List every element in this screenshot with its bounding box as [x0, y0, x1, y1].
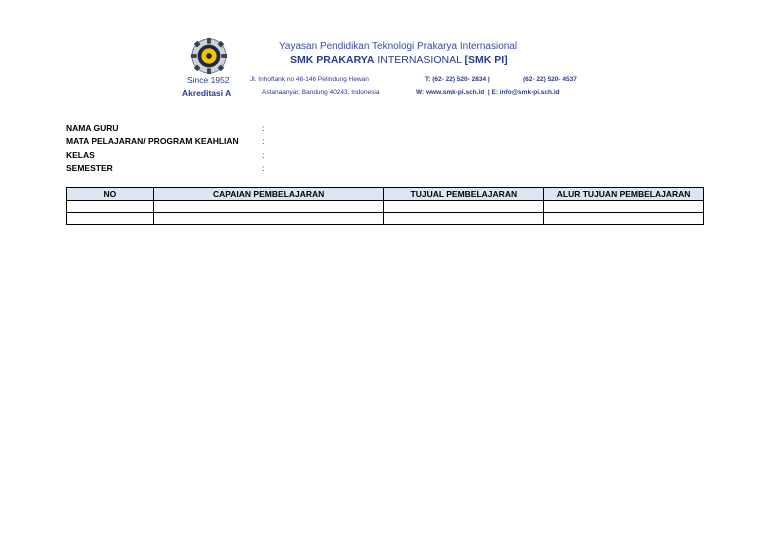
- header-alur: ALUR TUJUAN PEMBELAJARAN: [544, 188, 704, 201]
- school-gear-logo-icon: [190, 37, 228, 75]
- table-header-row: [67, 188, 704, 201]
- since-year: Since 1952: [187, 75, 230, 85]
- table-row: [67, 201, 704, 213]
- table-cell[interactable]: [544, 201, 704, 213]
- info-row-semester: [66, 162, 366, 175]
- info-colon: :: [262, 123, 265, 133]
- info-label: NAMA GURU: [66, 123, 119, 133]
- table-cell[interactable]: [544, 213, 704, 225]
- accreditation: Akreditasi A: [182, 88, 232, 98]
- foundation-name: Yayasan Pendidikan Teknologi Prakarya Internasional: [279, 41, 518, 52]
- info-row-nama-guru: [66, 122, 366, 135]
- school-name-regular: INTERNASIONAL: [374, 54, 465, 66]
- info-label: MATA PELAJARAN/ PROGRAM KEAHLIAN: [66, 136, 239, 147]
- info-row-mata-pelajaran: [66, 135, 366, 148]
- info-label: SEMESTER: [66, 162, 113, 173]
- web-email: W: www.smk-pi.sch.id | E: info@smk-pi.sch.id: [416, 89, 560, 96]
- table-cell[interactable]: [153, 213, 384, 225]
- header-no: NO: [67, 188, 154, 201]
- phone-1: T: (62- 22) 520- 2834 |: [425, 76, 490, 83]
- address-line2: Astanaanyar, Bandung 40243, Indonesia: [262, 89, 380, 96]
- phone-2: (62- 22) 520- 4537: [523, 76, 577, 83]
- header-capaian: CAPAIAN PEMBELAJARAN: [153, 188, 384, 201]
- learning-table: [66, 187, 704, 225]
- info-colon: :: [262, 149, 265, 160]
- info-label: KELAS: [66, 149, 95, 160]
- table-row: [67, 213, 704, 225]
- table-cell[interactable]: [384, 213, 544, 225]
- table-cell[interactable]: [67, 213, 154, 225]
- address-line1: Jl. Inhoftank no 46-146 Pelindung Hewan: [250, 76, 369, 83]
- school-name: [290, 54, 508, 66]
- header-tujuan: TUJUAL PEMBELAJARAN: [384, 188, 544, 201]
- table-cell[interactable]: [384, 201, 544, 213]
- teacher-info: [66, 122, 366, 175]
- info-colon: :: [262, 162, 265, 173]
- school-abbr: [SMK PI]: [464, 54, 508, 66]
- letterhead: [0, 0, 768, 110]
- school-name-bold: SMK PRAKARYA: [290, 54, 375, 66]
- table-cell[interactable]: [153, 201, 384, 213]
- info-colon: :: [262, 136, 265, 147]
- info-row-kelas: [66, 149, 366, 162]
- table-cell[interactable]: [67, 201, 154, 213]
